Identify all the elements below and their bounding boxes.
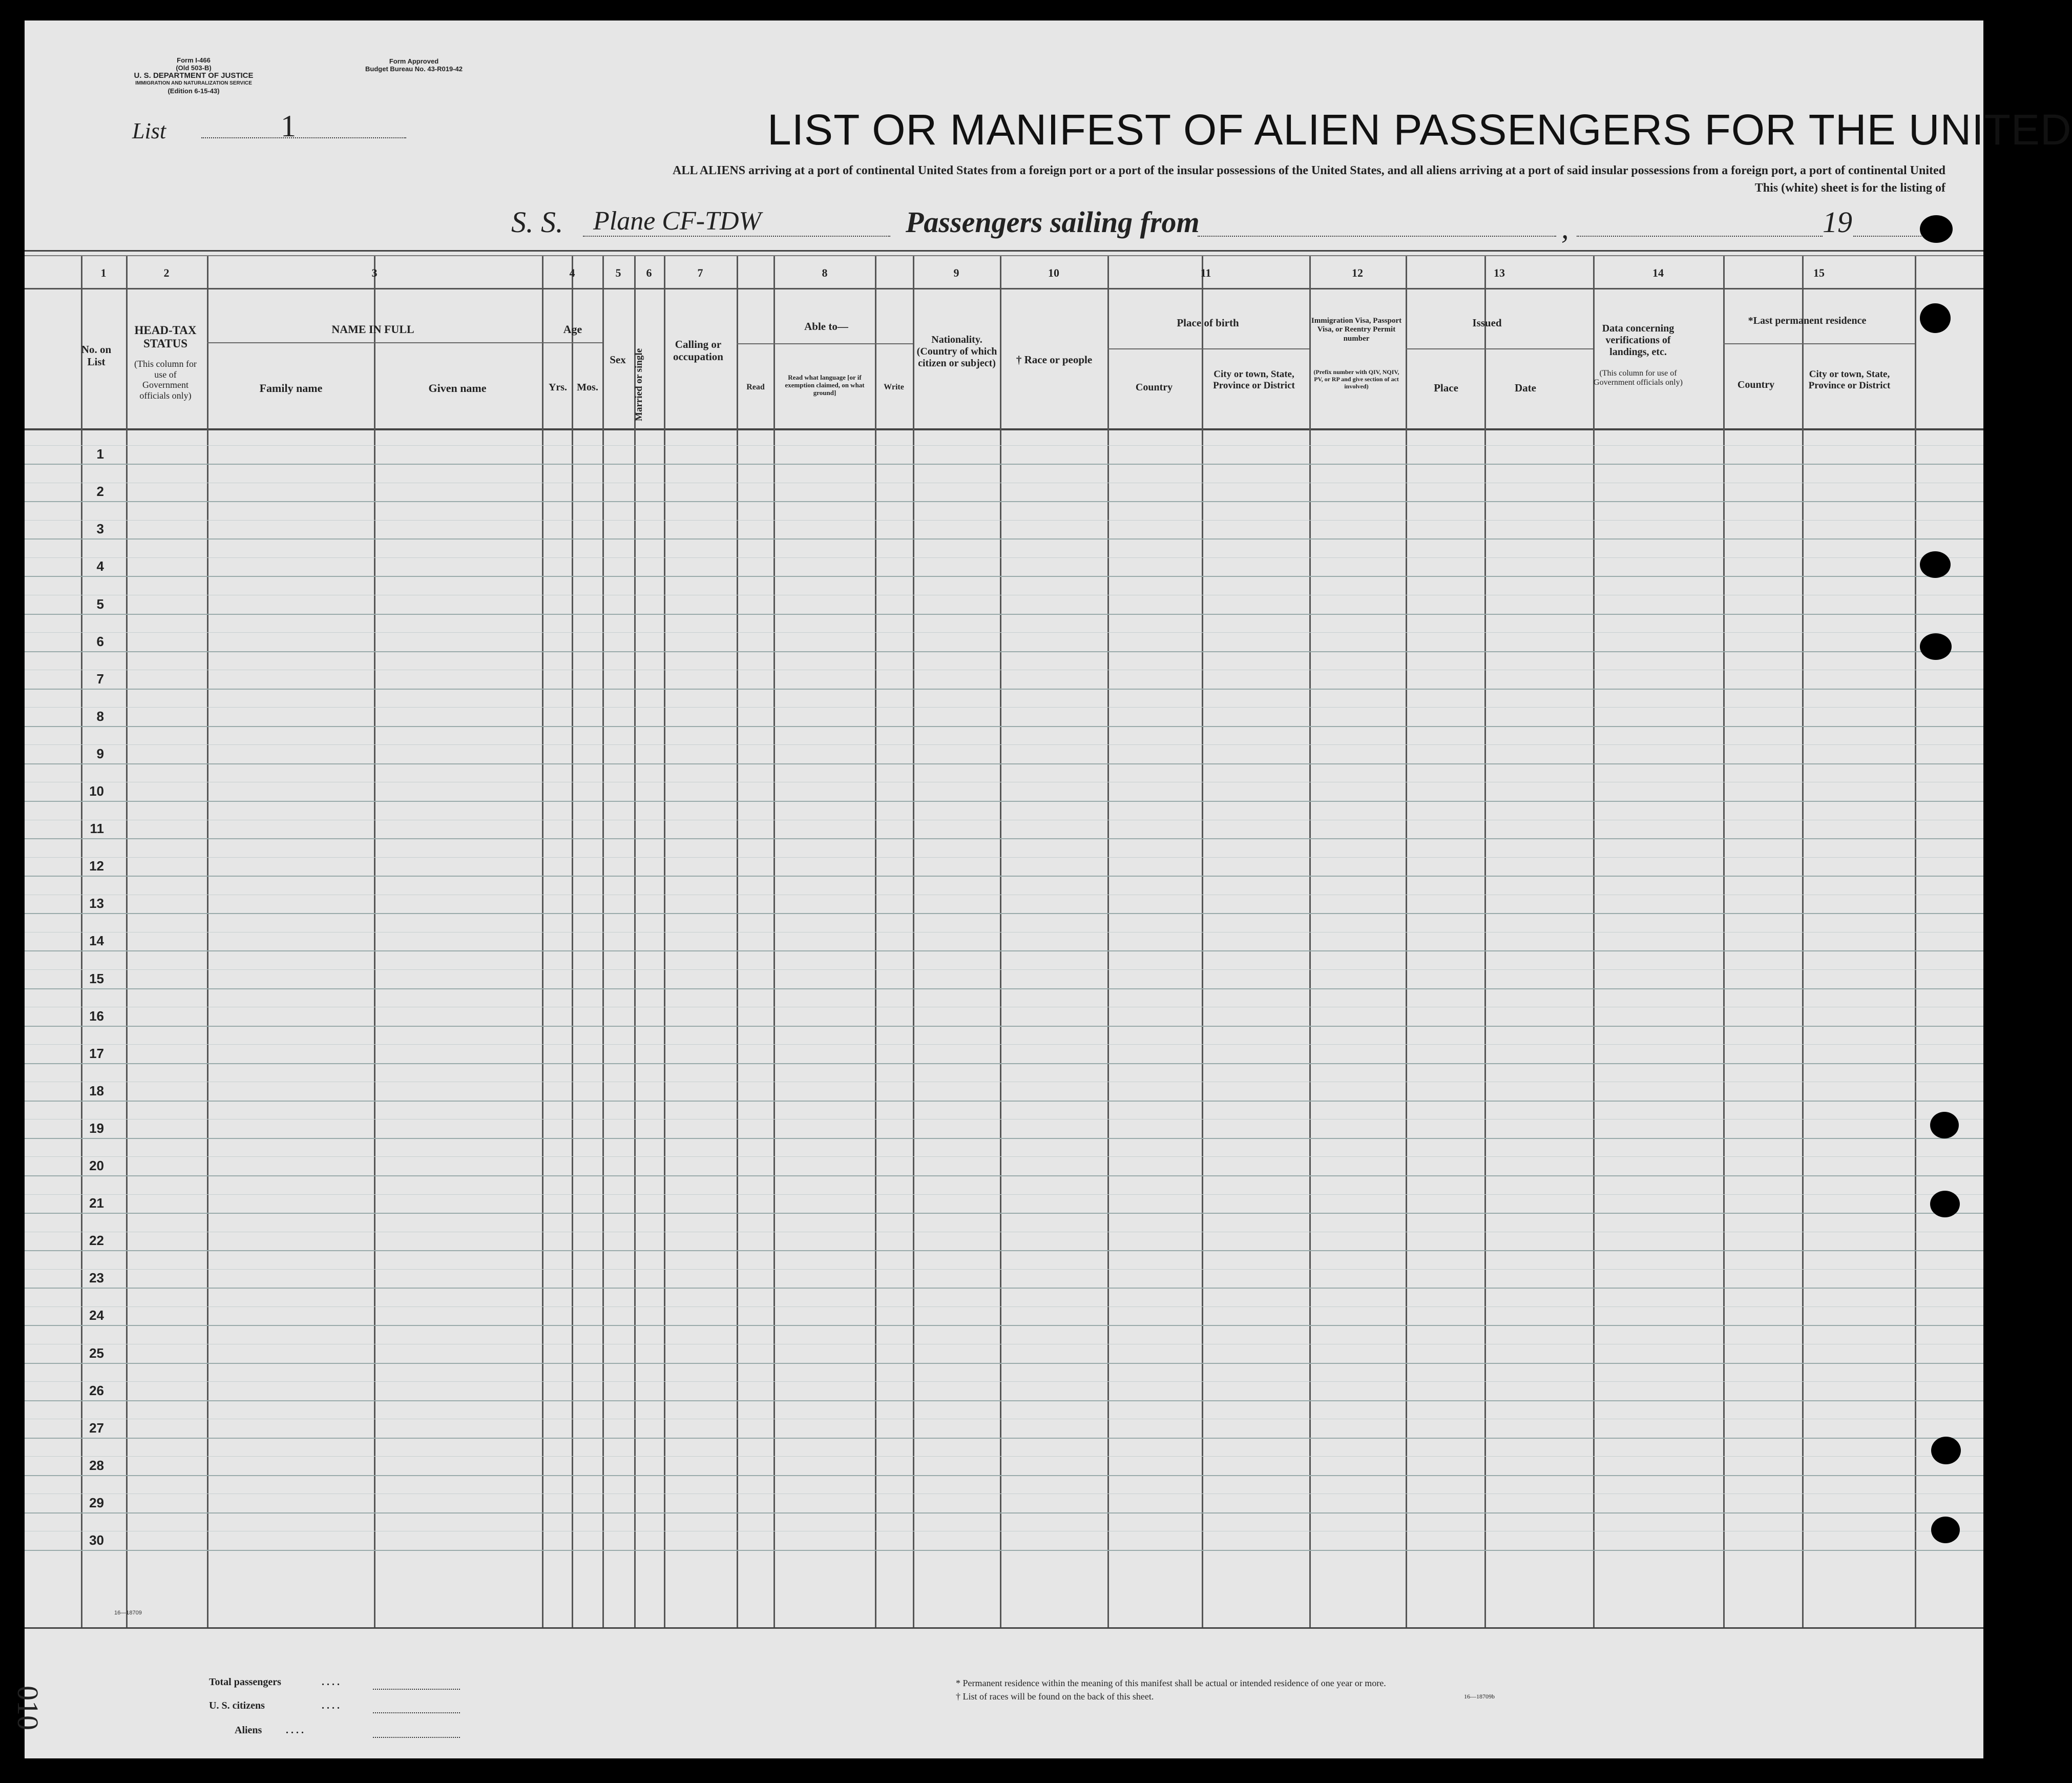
header-read-language: Read what language [or if exemption claimed, on what ground] [785,374,865,397]
header-sub-rule [542,342,602,343]
column-number: 8 [822,266,828,279]
punch-hole [1930,1191,1960,1217]
row-rule [25,1363,1983,1364]
row-rule [25,1438,1983,1439]
column-separator [1000,256,1001,1627]
header-data-concerning: Data concerning verifications of landings, etc. [1602,323,1675,358]
edition: (Edition 6-15-43) [168,87,220,95]
header-res-city: City or town, State, Province or District [1808,369,1891,391]
footnote-races: † List of races will be found on the back of this sheet. [956,1691,1154,1702]
row-rule [25,1101,1983,1102]
column-separator [737,256,738,1627]
row-midline [25,557,1983,558]
row-number: 7 [96,671,104,687]
row-midline [25,707,1983,708]
row-number: 14 [89,933,104,949]
header-issued: Issued [1472,317,1502,329]
row-number: 23 [89,1270,104,1286]
row-number: 9 [96,745,104,761]
row-number: 4 [96,558,104,574]
service: IMMIGRATION AND NATURALIZATION SERVICE [135,80,252,86]
row-rule [25,950,1983,951]
header-data-note: (This column for use of Government officials only) [1594,369,1683,387]
page-title: LIST OR MANIFEST OF ALIEN PASSENGERS FOR THE UNITED [767,106,2072,154]
row-rule [25,838,1983,839]
row-rule [25,689,1983,690]
column-number: 13 [1494,266,1505,279]
row-rule [25,1512,1983,1514]
instructions-line-2: This (white) sheet is for the listing of [1754,181,1945,195]
row-midline [25,744,1983,745]
column-number: 4 [569,266,575,279]
header-nationality: Nationality. (Country of which citizen or subject) [916,334,997,369]
punch-hole [1931,1517,1960,1543]
row-number: 11 [90,821,104,837]
total-passengers-dots: . . . . [322,1676,340,1688]
column-separator [126,256,128,1627]
row-rule [25,501,1983,502]
row-number: 25 [89,1345,104,1361]
column-number-rule [25,288,1983,289]
header-married: Married or single [634,348,645,421]
column-separator [1723,256,1725,1627]
table-top-rule-2 [25,255,1983,256]
header-head-tax: HEAD-TAX STATUS [134,324,197,350]
header-issued-date: Date [1515,382,1536,394]
table-bottom-rule [25,1627,1983,1629]
column-separator [664,256,665,1627]
header-sub-rule [1406,348,1593,349]
row-number: 28 [89,1457,104,1473]
header-bottom-rule [25,428,1983,430]
row-number: 30 [89,1532,104,1548]
row-rule [25,1550,1983,1551]
header-write: Write [884,383,904,391]
column-number: 6 [646,266,652,279]
header-family-name: Family name [259,382,323,395]
column-separator [1802,256,1804,1627]
column-number: 15 [1813,266,1825,279]
header-name-in-full: NAME IN FULL [331,323,414,336]
column-number: 11 [1200,266,1211,279]
table-top-rule [25,250,1983,252]
row-number: 10 [89,783,104,799]
row-midline [25,520,1983,521]
column-separator [1202,256,1203,1627]
header-visa: Immigration Visa, Passport Visa, or Reentry Permit number [1311,317,1402,343]
row-number: 27 [89,1420,104,1436]
list-label: List [132,118,166,143]
row-number: 12 [89,858,104,874]
header-birth-country: Country [1135,382,1173,393]
margin-note: 010 [11,1686,45,1730]
total-passengers-field[interactable] [373,1689,460,1690]
row-midline [25,1156,1983,1157]
row-rule [25,988,1983,989]
header-issued-place: Place [1434,382,1458,394]
header-birth-city: City or town, State, Province or District [1213,369,1295,391]
form-old-number: (Old 503-B) [176,64,212,72]
footnote-residence: * Permanent residence within the meaning of this manifest shall be actual or intended residence of one year or more. [956,1678,1386,1688]
list-number: 1 [281,109,296,143]
column-number: 14 [1652,266,1664,279]
row-number: 22 [89,1233,104,1249]
row-rule [25,763,1983,764]
us-citizens-field[interactable] [373,1712,460,1713]
column-separator [1915,256,1916,1627]
column-separator [542,256,543,1627]
manifest-sheet [11,20,2072,1758]
row-number: 21 [89,1195,104,1211]
instructions-line-1: ALL ALIENS arriving at a port of continental United States from a foreign port or a port of the insular possessions of the United States, and all aliens arriving at a port of said insular possessions from a foreign port, a port of continental United [673,164,1945,177]
header-calling: Calling or occupation [673,338,723,363]
column-separator [1107,256,1109,1627]
column-separator [1484,256,1486,1627]
column-separator [1593,256,1595,1627]
column-separator [572,256,573,1627]
row-rule [25,614,1983,615]
header-read: Read [746,383,765,391]
column-separator [773,256,775,1627]
row-number: 18 [89,1083,104,1098]
column-separator [913,256,914,1627]
column-number: 2 [163,266,170,279]
row-rule [25,651,1983,652]
row-rule [25,1026,1983,1027]
row-rule [25,1138,1983,1139]
header-yrs: Yrs. [548,382,568,393]
row-number: 13 [89,896,104,911]
header-sub-rule [207,342,542,343]
instructions [383,162,1945,197]
row-midline [25,1269,1983,1270]
row-rule [25,1250,1983,1251]
row-midline [25,1044,1983,1045]
punch-hole [1920,633,1952,660]
row-midline [25,632,1983,633]
column-number: 1 [100,266,107,279]
row-number: 20 [89,1158,104,1173]
row-number: 19 [89,1120,104,1136]
row-number: 5 [96,596,104,612]
aliens-dots: . . . . [286,1725,304,1736]
row-rule [25,726,1983,727]
header-visa-note: (Prefix number with QIV, NQIV, PV, or RP and give section of act involved) [1313,368,1399,390]
list-field[interactable] [201,137,406,138]
row-rule [25,1063,1983,1064]
print-code: 16—18709 [114,1610,142,1616]
year-prefix: 19 [1823,205,1852,239]
header-head-tax-note: (This column for use of Government officials only) [134,359,197,401]
form-number: Form I-466 [177,56,211,64]
row-rule [25,1213,1983,1214]
row-midline [25,1194,1983,1195]
column-number: 5 [615,266,621,279]
sailing-date-field[interactable] [1577,236,1823,237]
row-number: 3 [96,521,104,537]
row-midline [25,857,1983,858]
ship-name: Plane CF-TDW [593,206,761,236]
row-rule [25,876,1983,877]
row-rule [25,576,1983,577]
row-number: 29 [89,1495,104,1510]
row-rule [25,1325,1983,1326]
aliens-label: Aliens [235,1725,262,1736]
column-number: 7 [697,266,703,279]
header-no-on-list: No. on List [81,343,112,368]
department: U. S. DEPARTMENT OF JUSTICE [134,71,254,80]
column-number: 3 [371,266,378,279]
header-mos: Mos. [577,382,598,393]
row-rule [25,801,1983,802]
row-rule [25,913,1983,914]
column-separator [374,256,375,1627]
header-res-country: Country [1737,379,1775,390]
total-passengers-label: Total passengers [209,1676,281,1688]
us-citizens-dots: . . . . [322,1700,340,1711]
header-last-residence: *Last permanent residence [1748,315,1867,326]
row-rule [25,1400,1983,1401]
column-separator [875,256,876,1627]
row-number: 8 [96,708,104,724]
row-rule [25,464,1983,465]
header-sub-rule [1107,348,1309,349]
form-approval [352,57,475,73]
column-separator [1406,256,1407,1627]
aliens-field[interactable] [373,1737,460,1738]
row-number: 26 [89,1382,104,1398]
sailing-label: Passengers sailing from [906,205,1200,239]
column-separator [1309,256,1311,1627]
row-number: 24 [89,1308,104,1323]
header-age: Age [563,323,582,336]
sailing-from-field[interactable] [1198,236,1556,237]
header-place-of-birth: Place of birth [1177,317,1239,329]
row-rule [25,1288,1983,1289]
row-number: 2 [96,484,104,500]
column-separator [207,256,208,1627]
row-rule [25,538,1983,540]
header-given-name: Given name [428,382,487,395]
column-number: 10 [1048,266,1059,279]
row-number: 6 [96,633,104,649]
budget-number: Budget Bureau No. 43-R019-42 [365,65,463,73]
ship-prefix: S. S. [511,205,563,239]
punch-hole [1920,215,1953,243]
form-identity [127,56,260,95]
header-sub-rule [737,343,913,344]
row-midline [25,1381,1983,1382]
row-number: 17 [89,1045,104,1061]
us-citizens-label: U. S. citizens [209,1700,265,1711]
column-separator [634,256,636,1627]
column-number: 9 [953,266,959,279]
row-midline [25,445,1983,446]
punch-hole [1930,1112,1959,1138]
row-number: 15 [89,970,104,986]
punch-hole [1931,1437,1961,1464]
column-number: 12 [1352,266,1363,279]
row-midline [25,1456,1983,1457]
header-race: † Race or people [1016,354,1093,366]
header-sex: Sex [610,354,626,366]
footnote-code: 16—18709b [1464,1693,1495,1700]
header-sub-rule [1723,343,1915,344]
punch-hole [1920,551,1951,578]
row-rule [25,1475,1983,1476]
header-able-to: Able to— [804,320,848,333]
row-number: 16 [89,1008,104,1024]
row-number: 1 [96,446,104,462]
comma: , [1561,212,1569,245]
row-midline [25,969,1983,970]
form-approved: Form Approved [389,57,439,65]
column-separator [602,256,604,1627]
row-rule [25,1175,1983,1176]
punch-hole [1920,303,1951,333]
